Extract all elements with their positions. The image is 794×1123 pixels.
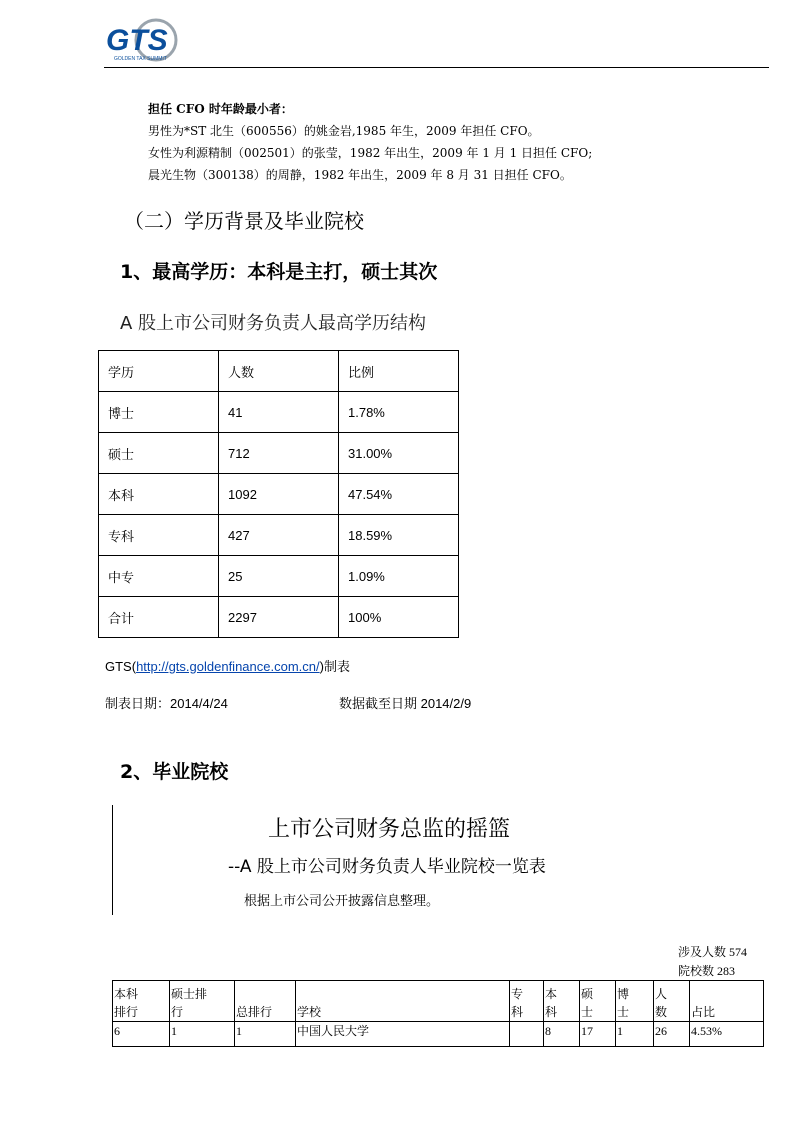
cfo-line-male: 男性为*ST 北生（600556）的姚金岩,1985 年生，2009 年担任 CFO。 bbox=[148, 124, 540, 138]
table-cell: 合计 bbox=[99, 597, 219, 638]
table-cell: 1092 bbox=[219, 474, 339, 515]
table-dates bbox=[105, 693, 472, 712]
table-cell: 博士 bbox=[99, 392, 219, 433]
table-cell: 1 bbox=[170, 1022, 235, 1047]
university-table bbox=[112, 980, 764, 1047]
table-cell: 25 bbox=[219, 556, 339, 597]
cfo-line-chenguang: 晨光生物（300138）的周静，1982 年出生，2009 年 8 月 31 日担任 CFO。 bbox=[148, 168, 572, 182]
table-cell: 26 bbox=[654, 1022, 690, 1047]
header-cell-doctor: 博 士 bbox=[616, 981, 654, 1022]
table-cell: 8 bbox=[544, 1022, 580, 1047]
header-cell-school: 学校 bbox=[296, 981, 510, 1022]
header-cell-share: 占比 bbox=[690, 981, 764, 1022]
table-row-total bbox=[99, 597, 459, 638]
education-table bbox=[98, 350, 459, 638]
uni-block-subtitle: --A 股上市公司财务负责人毕业院校一览表 bbox=[228, 857, 546, 877]
cfo-youngest-heading: 担任 CFO 时年龄最小者： bbox=[148, 102, 293, 116]
block-vertical-rule bbox=[112, 805, 113, 915]
header-cell-count: 人数 bbox=[219, 351, 339, 392]
source-suffix: )制表 bbox=[319, 659, 350, 674]
logo-subtext: GOLDEN TAX SUMMIT bbox=[114, 56, 167, 62]
count-schools: 院校数 283 bbox=[678, 964, 736, 978]
subsection-title-schools: 2、毕业院校 bbox=[120, 761, 229, 783]
source-link[interactable]: http://gts.goldenfinance.com.cn/ bbox=[136, 659, 320, 674]
table-row bbox=[99, 474, 459, 515]
edu-table-caption: A 股上市公司财务负责人最高学历结构 bbox=[120, 313, 427, 334]
header-cell-bachelor-rank: 本科 排行 bbox=[113, 981, 170, 1022]
header-cell-ratio: 比例 bbox=[339, 351, 459, 392]
table-cell: 1.78% bbox=[339, 392, 459, 433]
table-cell: 4.53% bbox=[690, 1022, 764, 1047]
header-cell-master-rank: 硕士排 行 bbox=[170, 981, 235, 1022]
table-cell: 712 bbox=[219, 433, 339, 474]
subsection-title-education: 1、最高学历：本科是主打，硕士其次 bbox=[120, 261, 438, 283]
table-row bbox=[99, 433, 459, 474]
table-cell bbox=[510, 1022, 544, 1047]
header-rule bbox=[104, 67, 769, 68]
source-prefix: GTS( bbox=[105, 659, 137, 674]
section-title: （二）学历背景及毕业院校 bbox=[124, 209, 364, 233]
made-date: 制表日期：2014/4/24 bbox=[105, 696, 228, 711]
table-header-row bbox=[99, 351, 459, 392]
table-cell: 31.00% bbox=[339, 433, 459, 474]
uni-block-title: 上市公司财务总监的摇篮 bbox=[268, 817, 511, 842]
table-cell: 中国人民大学 bbox=[296, 1022, 510, 1047]
count-people: 涉及人数 574 bbox=[678, 945, 748, 959]
cfo-youngest-block bbox=[148, 98, 592, 186]
table-cell: 17 bbox=[580, 1022, 616, 1047]
table-cell: 41 bbox=[219, 392, 339, 433]
table-row bbox=[113, 1022, 764, 1047]
header-cell-junior-college: 专 科 bbox=[510, 981, 544, 1022]
table-cell: 中专 bbox=[99, 556, 219, 597]
table-header-row bbox=[113, 981, 764, 1022]
table-cell: 427 bbox=[219, 515, 339, 556]
table-cell: 1.09% bbox=[339, 556, 459, 597]
table-cell: 1 bbox=[616, 1022, 654, 1047]
table-cell: 专科 bbox=[99, 515, 219, 556]
table-row bbox=[99, 556, 459, 597]
table-row bbox=[99, 392, 459, 433]
table-cell: 硕士 bbox=[99, 433, 219, 474]
header-cell-bachelor: 本 科 bbox=[544, 981, 580, 1022]
header-cell-people: 人 数 bbox=[654, 981, 690, 1022]
uni-block-note: 根据上市公司公开披露信息整理。 bbox=[244, 894, 440, 909]
cfo-line-female: 女性为利源精制（002501）的张莹，1982 年出生，2009 年 1 月 1 日担任 CFO; bbox=[148, 146, 593, 160]
header-cell-total-rank: 总排行 bbox=[235, 981, 296, 1022]
gts-logo bbox=[104, 6, 180, 64]
table-cell: 6 bbox=[113, 1022, 170, 1047]
table-cell: 100% bbox=[339, 597, 459, 638]
cutoff-date: 数据截至日期 2014/2/9 bbox=[339, 696, 472, 711]
table-cell: 2297 bbox=[219, 597, 339, 638]
table-row bbox=[99, 515, 459, 556]
table-cell: 1 bbox=[235, 1022, 296, 1047]
table-source bbox=[105, 656, 350, 675]
table-cell: 18.59% bbox=[339, 515, 459, 556]
table-cell: 本科 bbox=[99, 474, 219, 515]
header-cell-degree: 学历 bbox=[99, 351, 219, 392]
header-cell-master: 硕 士 bbox=[580, 981, 616, 1022]
table-cell: 47.54% bbox=[339, 474, 459, 515]
logo-text: GTS bbox=[106, 24, 168, 57]
